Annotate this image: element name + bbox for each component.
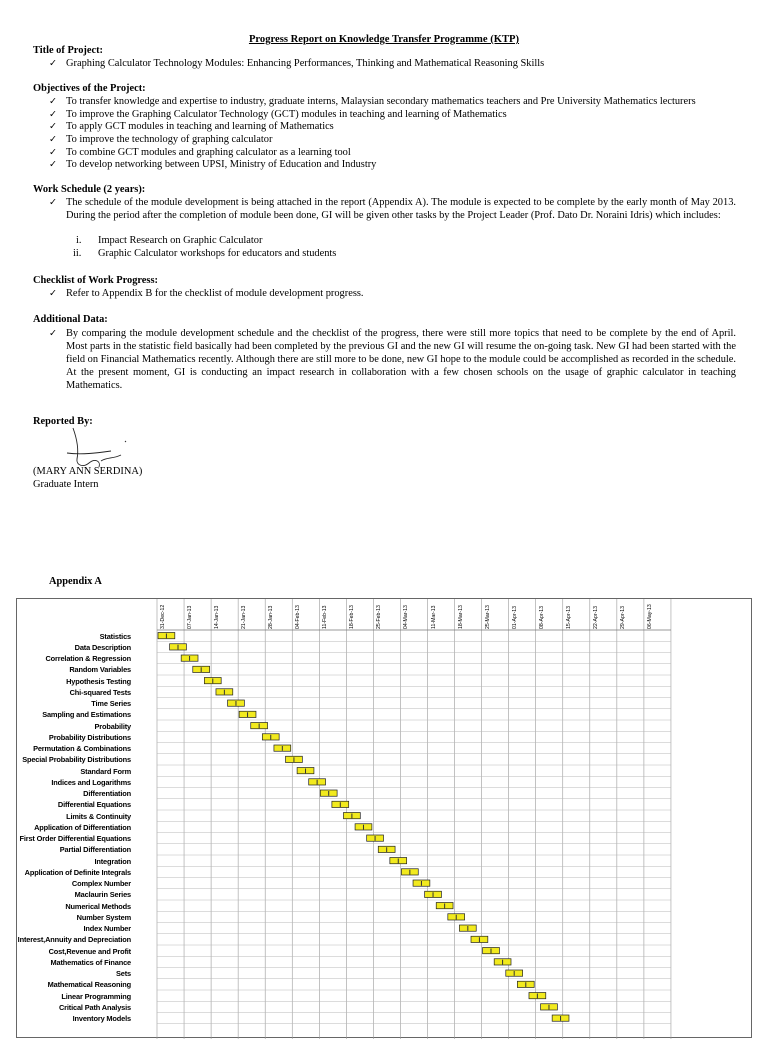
objectives-heading: Objectives of the Project: xyxy=(33,83,146,94)
gantt-task-label: Interest,Annuity and Depreciation xyxy=(17,935,131,945)
gantt-task-label: Mathematical Reasoning xyxy=(47,980,131,990)
gantt-task-label: Permutation & Combinations xyxy=(33,744,131,753)
gantt-task-label: Hypothesis Testing xyxy=(66,676,131,686)
gantt-task-label: Inventory Models xyxy=(72,1014,131,1023)
gantt-date-label: 08-Apr-13 xyxy=(538,605,545,629)
gantt-date-label: 25-Feb-13 xyxy=(376,605,383,629)
gantt-date-label: 01-Apr-13 xyxy=(511,605,518,629)
gantt-date-label: 29-Apr-13 xyxy=(619,605,626,629)
schedule-subitem: Graphic Calculator workshops for educators and students xyxy=(98,248,337,259)
gantt-task-label: Application of Definite Integrals xyxy=(24,867,131,877)
schedule-heading: Work Schedule (2 years): xyxy=(33,184,146,195)
objective-item: ✓ To improve the technology of graphing calculator xyxy=(66,134,272,145)
gantt-task-label: Linear Programming xyxy=(61,991,131,1001)
additional-heading: Additional Data: xyxy=(33,314,108,325)
reported-by-heading: Reported By: xyxy=(33,416,93,427)
gantt-chart-frame xyxy=(16,598,752,1038)
reporter-name: (MARY ANN SERDINA) xyxy=(33,466,143,477)
objective-item: ✓ To improve the Graphing Calculator Technology (GCT) modules in teaching and learning of Mathematics xyxy=(66,109,507,120)
gantt-task-label: Indices and Logarithms xyxy=(51,777,131,787)
gantt-date-label: 18-Feb-13 xyxy=(349,605,356,629)
schedule-subitem: Impact Research on Graphic Calculator xyxy=(98,235,263,246)
gantt-date-label: 31-Dec-12 xyxy=(160,604,166,629)
project-item: ✓ Graphing Calculator Technology Modules: Enhancing Performances, Thinking and Mathematical Reasoning Skills xyxy=(66,58,544,69)
gantt-task-label: Integration xyxy=(94,856,131,866)
gantt-date-label: 25-Mar-13 xyxy=(484,605,491,629)
gantt-date-label: 04-Feb-13 xyxy=(295,605,302,629)
gantt-task-label: Number System xyxy=(76,912,131,922)
reporter-role: Graduate Intern xyxy=(33,479,99,490)
appendix-label: Appendix A xyxy=(49,576,102,587)
gantt-date-label: 18-Mar-13 xyxy=(457,605,464,629)
gantt-task-label: Random Variables xyxy=(69,665,131,675)
gantt-task-label: Mathematics of Finance xyxy=(50,957,131,967)
schedule-subitem-num: ii. xyxy=(73,248,82,259)
gantt-task-label: Statistics xyxy=(99,631,131,641)
gantt-task-label: Sampling and Estimations xyxy=(42,710,131,720)
gantt-task-label: Probability Distributions xyxy=(48,732,131,742)
objective-item: ✓ To apply GCT modules in teaching and learning of Mathematics xyxy=(66,121,334,132)
checklist-text: ✓ Refer to Appendix B for the checklist of module development progress. xyxy=(66,288,364,299)
gantt-date-label: 21-Jan-13 xyxy=(241,605,248,629)
gantt-task-label: Partial Differentiation xyxy=(59,845,131,855)
gantt-task-label: Complex Number xyxy=(71,879,131,888)
gantt-task-label: First Order Differential Equations xyxy=(19,834,131,843)
gantt-task-label: Correlation & Regression xyxy=(45,654,131,663)
schedule-subitem-num: i. xyxy=(76,235,82,246)
gantt-task-label: Cost,Revenue and Profit xyxy=(48,946,131,956)
gantt-task-label: Numerical Methods xyxy=(65,901,131,911)
gantt-task-label: Standard Form xyxy=(80,766,131,776)
gantt-task-label: Special Probability Distributions xyxy=(22,755,131,765)
gantt-task-label: Chi-squared Tests xyxy=(69,687,131,697)
gantt-chart xyxy=(17,599,753,1039)
objective-item: ✓ To transfer knowledge and expertise to industry, graduate interns, Malaysian secondary mathematics teachers and Pre University Mathematics lecturers xyxy=(66,96,696,107)
objective-item: ✓ To combine GCT modules and graphing calculator as a learning tool xyxy=(66,147,351,158)
report-title: Progress Report on Knowledge Transfer Programme (KTP) xyxy=(248,34,520,45)
gantt-task-label: Sets xyxy=(115,969,131,978)
gantt-date-label: 06-May-13 xyxy=(646,604,653,629)
gantt-task-label: Maclaurin Series xyxy=(74,890,131,900)
gantt-date-label: 04-Mar-13 xyxy=(403,605,410,629)
gantt-date-label: 11-Mar-13 xyxy=(430,605,437,629)
gantt-date-label: 07-Jan-13 xyxy=(187,605,194,629)
gantt-task-label: Differential Equations xyxy=(57,800,131,810)
checklist-heading: Checklist of Work Progress: xyxy=(33,275,158,286)
gantt-date-label: 11-Feb-13 xyxy=(322,605,329,629)
gantt-task-label: Data Description xyxy=(74,642,131,652)
project-heading: Title of Project: xyxy=(33,45,104,56)
gantt-date-label: 22-Apr-13 xyxy=(592,605,599,629)
gantt-task-label: Differentiation xyxy=(83,789,131,798)
gantt-task-label: Limits & Continuity xyxy=(66,811,131,821)
gantt-date-label: 28-Jan-13 xyxy=(268,605,275,629)
additional-text: ✓ By comparing the module development schedule and the checklist of the progress, there were still more topics that need to be complete by the end of April. Most parts in the statistic field basically had been completed by the previous GI and the new GI will resume the on-going task. New GI had been started with the field on Financial Mathematics recently. Although there are still more to be done, new GI hope to the module could be accomplished as recorded in the schedule. At the present moment, GI is conducting an impact research in collaboration with a few chosen schools on the usage of graphic calculator in teaching Mathematics. xyxy=(66,327,736,392)
gantt-date-label: 14-Jan-13 xyxy=(214,605,221,629)
gantt-task-label: Probability xyxy=(94,721,131,731)
objective-item: ✓ To develop networking between UPSI, Ministry of Education and Industry xyxy=(66,159,376,170)
gantt-task-label: Time Series xyxy=(91,699,131,708)
gantt-date-label: 15-Apr-13 xyxy=(565,605,572,629)
gantt-task-label: Critical Path Analysis xyxy=(58,1002,131,1012)
schedule-text: ✓ The schedule of the module development is being attached in the report (Appendix A). The module is expected to be complete by the early month of May 2013. During the period after the completion of module been done, GI will be given other tasks by the Project Leader (Prof. Dato Dr. Noraini Idris) which includes: xyxy=(66,196,736,222)
gantt-task-label: Application of Differentiation xyxy=(34,822,131,832)
gantt-task-label: Index Number xyxy=(83,924,131,933)
